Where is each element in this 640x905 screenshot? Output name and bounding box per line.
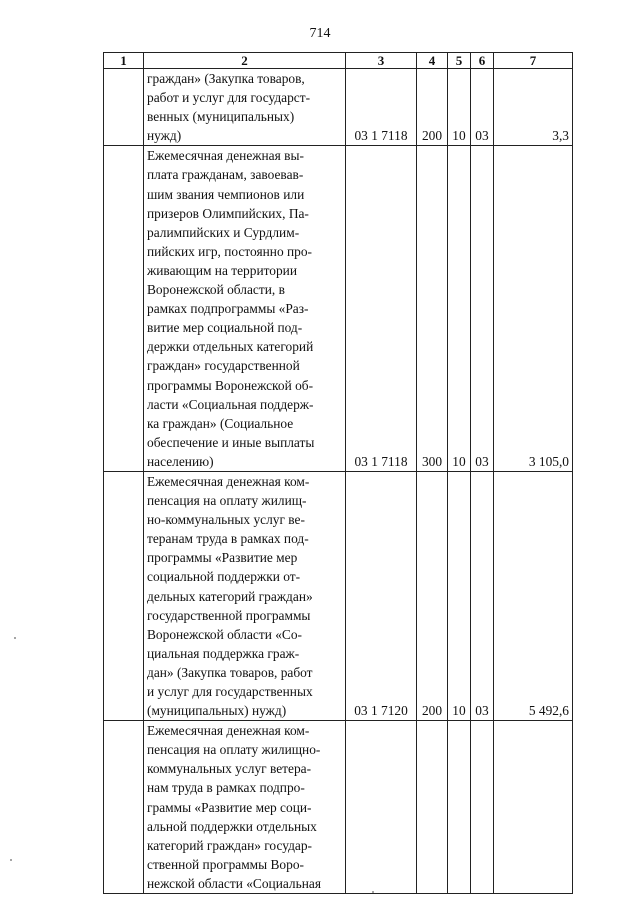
description-line: социальной поддержки от-	[147, 569, 301, 585]
description-line: программы «Развитие мер	[147, 550, 298, 566]
amount-cell	[494, 721, 573, 894]
description-line: витие мер социальной под-	[147, 320, 303, 336]
description-line: Воронежской области «Со-	[147, 626, 303, 642]
description-line: дан» (Закупка товаров, работ	[147, 664, 313, 680]
description-line: ласти «Социальная поддерж-	[147, 396, 314, 412]
column-header-4: 4	[417, 53, 448, 69]
subsection-cell: 03	[471, 146, 494, 472]
description-line: государственной программы	[147, 607, 311, 623]
table-row	[104, 146, 573, 472]
description-line: но-коммунальных услуг ве-	[147, 512, 305, 528]
description-line: Ежемесячная денежная ком-	[147, 723, 310, 739]
column-header-5: 5	[448, 53, 471, 69]
table-header-row	[104, 53, 573, 69]
amount-cell: 3,3	[494, 69, 573, 146]
description-line: ка граждан» (Социальное	[147, 415, 294, 431]
description-line: граждан» государственной	[147, 358, 300, 374]
description-cell	[144, 471, 346, 720]
section-cell: 10	[448, 471, 471, 720]
description-line: ственной программы Воро-	[147, 856, 304, 872]
description-line: живающим на территории	[147, 262, 298, 278]
description-line: (муниципальных) нужд)	[147, 703, 287, 719]
expense-type-cell: 300	[417, 146, 448, 472]
description-line: коммунальных услуг ветера-	[147, 761, 312, 777]
description-line: Ежемесячная денежная ком-	[147, 473, 310, 489]
column-header-6: 6	[471, 53, 494, 69]
target-code-cell: 03 1 7118	[346, 69, 417, 146]
target-code-cell: 03 1 7120	[346, 471, 417, 720]
expense-type-cell: 200	[417, 471, 448, 720]
description-line: работ и услуг для государст-	[147, 90, 311, 106]
row-number-cell	[104, 69, 144, 146]
description-line: программы Воронежской об-	[147, 377, 314, 393]
section-cell	[448, 721, 471, 894]
description-line: альной поддержки отдельных	[147, 818, 317, 834]
description-line: граммы «Развитие мер соци-	[147, 799, 312, 815]
column-header-3: 3	[346, 53, 417, 69]
description-cell	[144, 146, 346, 472]
table-row	[104, 69, 573, 146]
description-line: нужд)	[147, 128, 182, 144]
description-line: и услуг для государственных	[147, 684, 313, 699]
scan-speck	[10, 859, 12, 861]
description-line: обеспечение и иные выплаты	[147, 434, 315, 450]
description-line: нежской области «Социальная	[147, 875, 321, 891]
table-row	[104, 721, 573, 894]
description-line: теранам труда в рамках под-	[147, 531, 309, 547]
scan-speck	[14, 637, 16, 639]
description-line: держки отдельных категорий	[147, 339, 314, 355]
expense-type-cell: 200	[417, 69, 448, 146]
row-number-cell	[104, 471, 144, 720]
description-line: нам труда в рамках подпро-	[147, 780, 305, 796]
budget-table	[103, 52, 573, 894]
description-line: Воронежской области, в	[147, 282, 285, 298]
section-cell: 10	[448, 146, 471, 472]
column-header-2: 2	[144, 53, 346, 69]
description-line: Ежемесячная денежная вы-	[147, 148, 304, 164]
subsection-cell: 03	[471, 471, 494, 720]
description-cell	[144, 69, 346, 146]
description-line: циальная поддержка граж-	[147, 645, 300, 661]
subsection-cell: 03	[471, 69, 494, 146]
expense-type-cell	[417, 721, 448, 894]
row-number-cell	[104, 146, 144, 472]
description-line: дельных категорий граждан»	[147, 588, 313, 604]
description-line: плата гражданам, завоевав-	[147, 167, 304, 183]
table-row	[104, 471, 573, 720]
page-number: 714	[309, 26, 331, 41]
description-line: шим звания чемпионов или	[147, 186, 305, 202]
description-line: пийских игр, постоянно про-	[147, 243, 313, 259]
description-line: рамках подпрограммы «Раз-	[147, 301, 309, 317]
column-header-1: 1	[104, 53, 144, 69]
target-code-cell	[346, 721, 417, 894]
column-header-7: 7	[494, 53, 573, 69]
subsection-cell	[471, 721, 494, 894]
description-line: пенсация на оплату жилищ-	[147, 493, 307, 509]
description-line: венных (муниципальных)	[147, 109, 295, 125]
description-line: призеров Олимпийских, Па-	[147, 205, 309, 221]
description-line: ралимпийских и Сурдлим-	[147, 224, 300, 240]
amount-cell: 5 492,6	[494, 471, 573, 720]
table-body	[104, 69, 573, 894]
section-cell: 10	[448, 69, 471, 146]
description-line: граждан» (Закупка товаров,	[147, 71, 305, 86]
description-line: пенсация на оплату жилищно-	[147, 742, 321, 758]
scan-speck	[372, 891, 374, 893]
description-cell	[144, 721, 346, 894]
target-code-cell: 03 1 7118	[346, 146, 417, 472]
description-line: категорий граждан» государ-	[147, 837, 312, 853]
description-line: населению)	[147, 453, 214, 469]
row-number-cell	[104, 721, 144, 894]
amount-cell: 3 105,0	[494, 146, 573, 472]
